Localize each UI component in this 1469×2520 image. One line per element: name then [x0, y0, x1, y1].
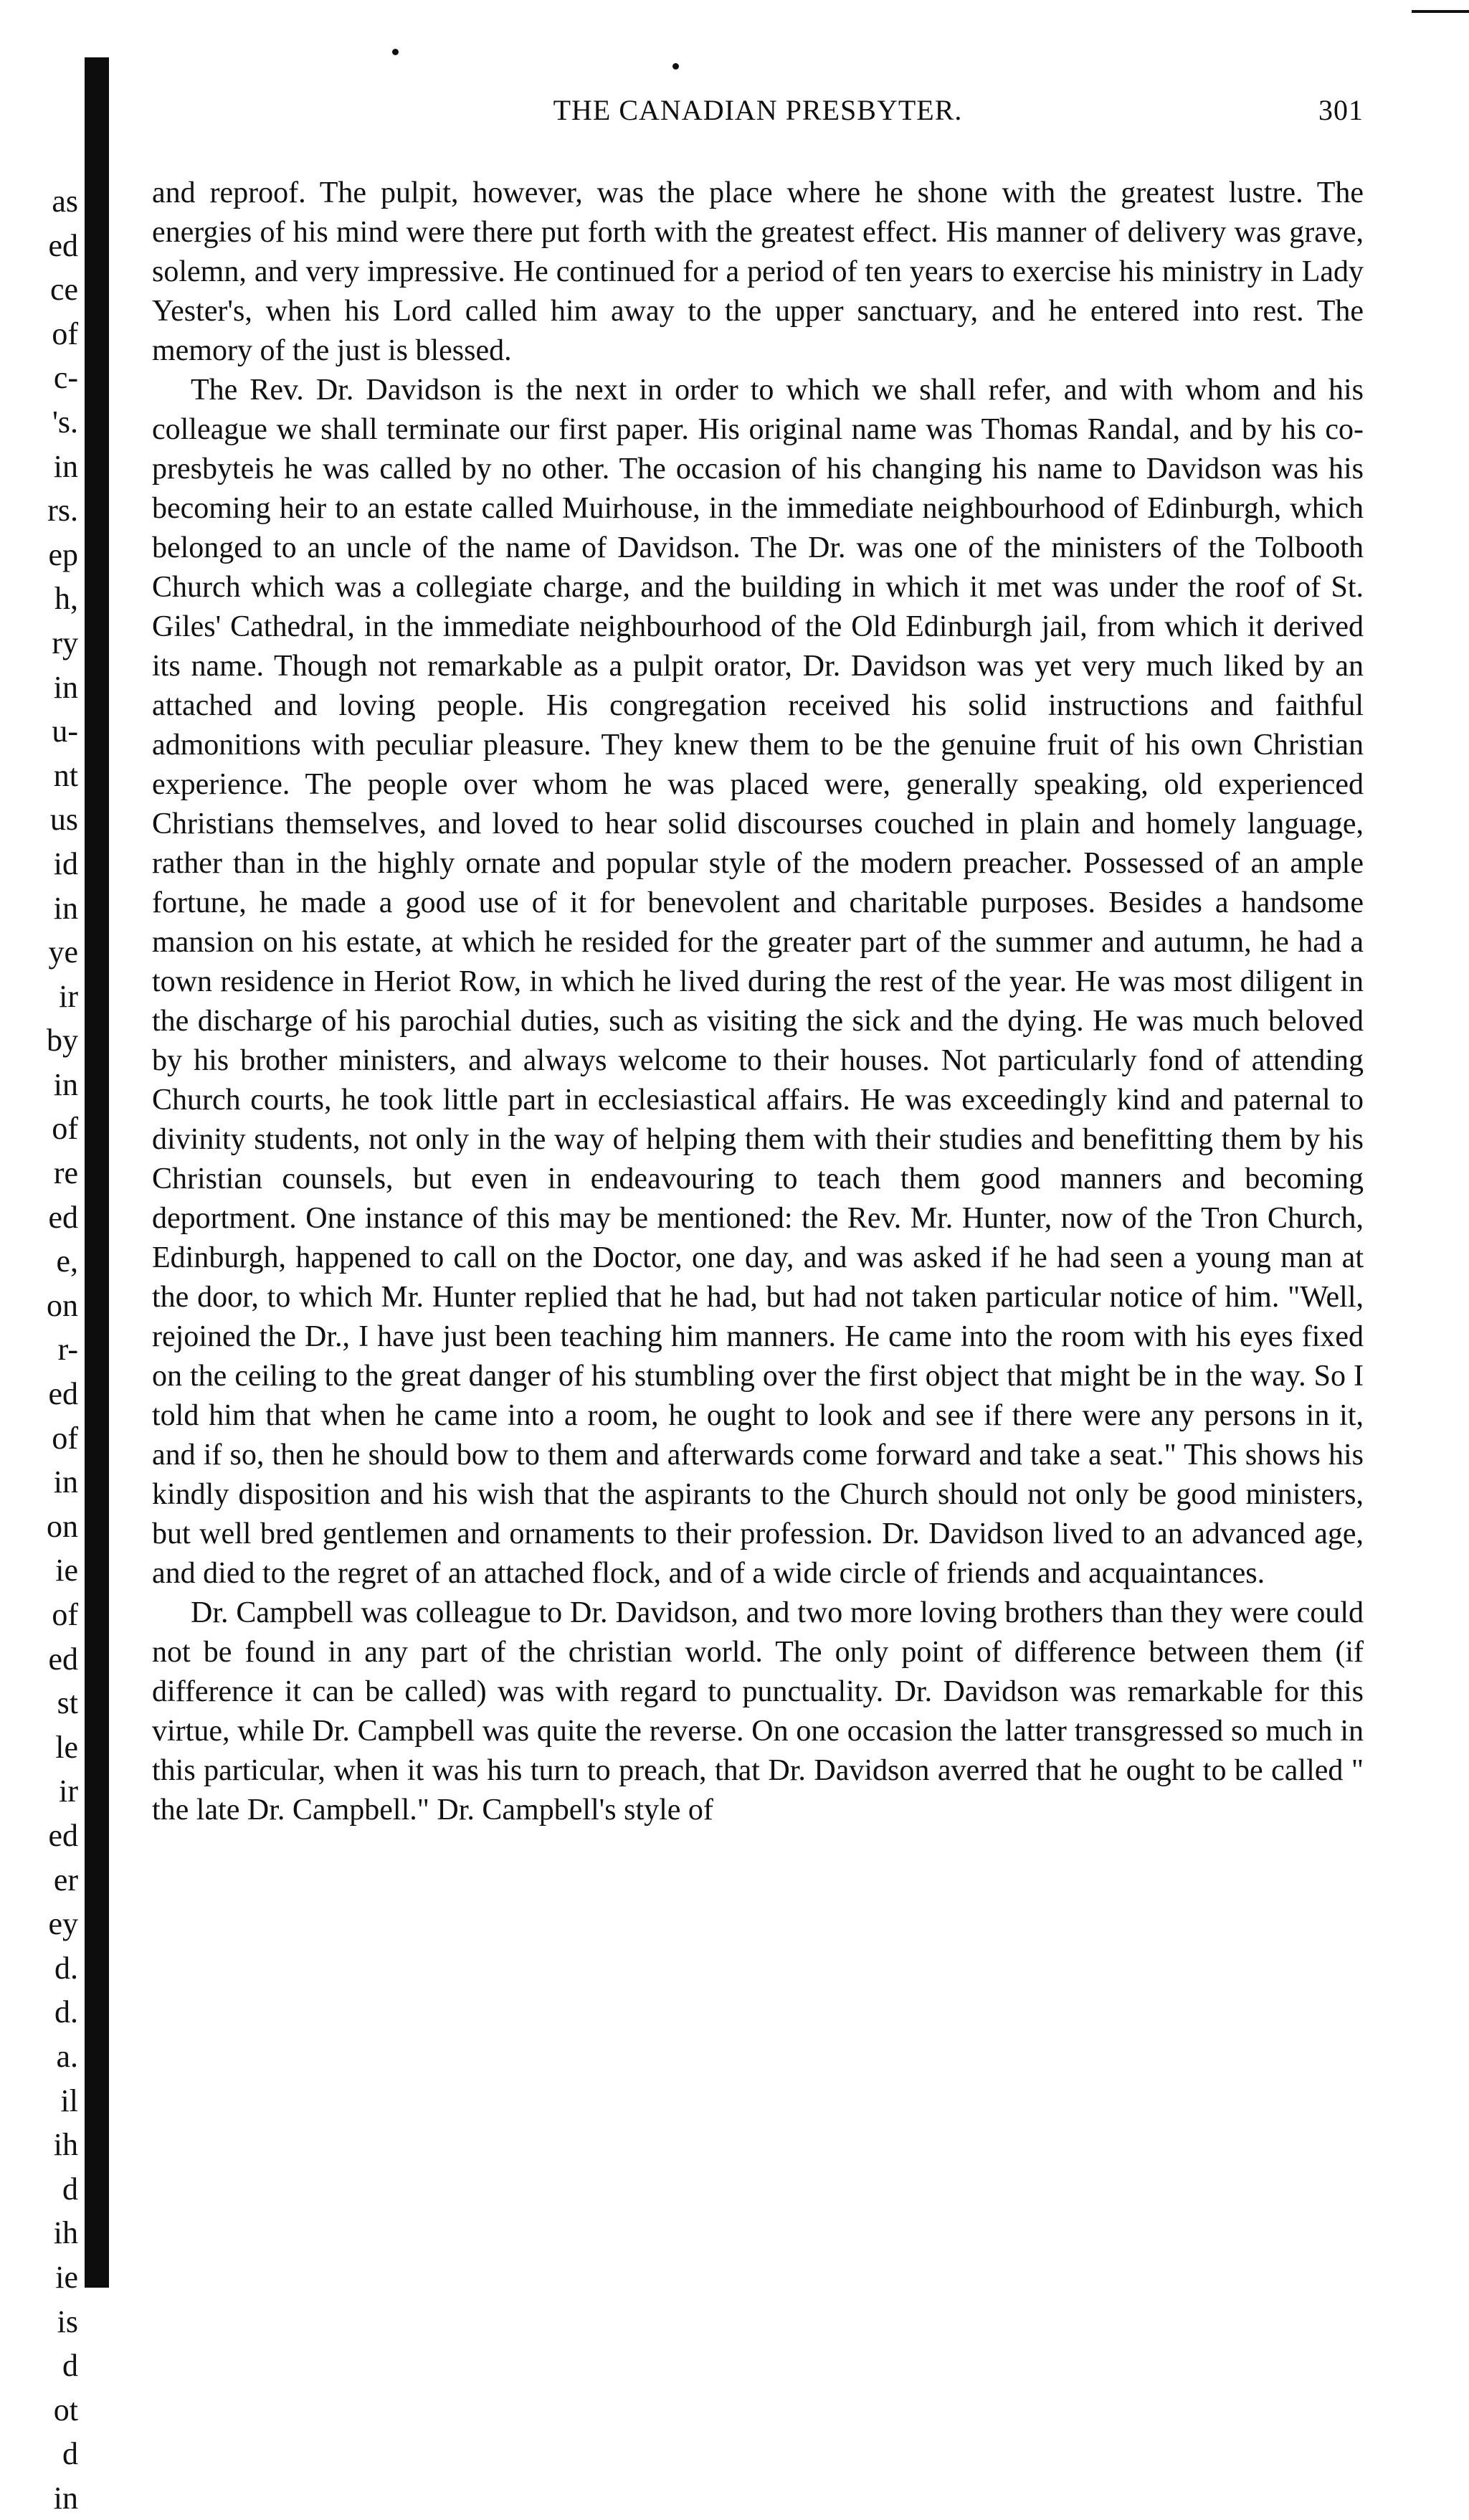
page-number: 301 — [1318, 94, 1364, 126]
binding-gutter — [85, 57, 109, 2288]
margin-fragment: ih — [53, 2215, 78, 2251]
paragraph: Dr. Campbell was colleague to Dr. Davidson, and two more loving brothers than they were could not be found in any part of the christian world. The only point of difference between them (if difference it can be called) was with regard to punctuality. Dr. Davidson was remarkable for this virtue, while Dr. Campbell was quite the reverse. On one occasion the latter transgressed so much in this particular, when it was his turn to preach, that Dr. Davidson averred that he ought to be called " the late Dr. Campbell." Dr. Campbell's style of — [152, 1596, 1364, 1827]
margin-fragment: d. — [54, 1950, 78, 1986]
margin-fragment: ir — [59, 1773, 78, 1809]
margin-fragment: c- — [53, 360, 78, 396]
margin-fragment: us — [49, 802, 78, 838]
paragraph: and reproof. The pulpit, however, was the place where he shone with the greatest lustre. The energies of his mind were there put forth with the greatest effect. His manner of delivery was grave, solemn, and very impressive. He continued for a period of ten years to exercise his ministry in Lady Yester's, when his Lord called him away to the upper sanctuary, and he entered into rest. The memory of the just is blessed. — [152, 176, 1364, 367]
margin-fragment: ie — [55, 2259, 78, 2295]
margin-fragment: ed — [48, 1376, 78, 1412]
margin-fragment: of — [52, 1111, 78, 1147]
margin-fragment: rs. — [47, 493, 78, 529]
margin-fragment: in — [53, 448, 78, 484]
margin-fragment: a. — [56, 2038, 78, 2074]
margin-fragment: by — [47, 1023, 78, 1058]
margin-fragment: ed — [48, 227, 78, 263]
margin-fragment: r- — [57, 1332, 78, 1368]
margin-fragment: er — [53, 1862, 78, 1898]
margin-fragment: ry — [52, 625, 78, 660]
margin-fragment: in — [53, 1066, 78, 1102]
margin-fragment: d. — [54, 1994, 78, 2030]
margin-fragment: of — [52, 1597, 78, 1632]
margin-fragment: in — [53, 1464, 78, 1500]
margin-fragment: ir — [59, 978, 78, 1014]
running-head-title: THE CANADIAN PRESBYTER. — [553, 94, 963, 126]
top-rule — [1412, 10, 1469, 13]
article-body — [152, 174, 1364, 1830]
margin-fragment: ie — [55, 1553, 78, 1588]
margin-fragment: id — [53, 845, 78, 881]
page-content — [152, 93, 1364, 1830]
margin-fragment: ed — [48, 1199, 78, 1235]
margin-fragment: e, — [56, 1244, 78, 1279]
paragraph: The Rev. Dr. Davidson is the next in order to which we shall refer, and with whom and his colleague we shall terminate our first paper. His original name was Thomas Randal, and by his co-presbyteis he was called by no other. The occasion of his changing his name to Davidson was his becoming heir to an estate called Muirhouse, in the immediate neighbourhood of Edinburgh, which belonged to an uncle of the name of Davidson. The Dr. was one of the ministers of the Tolbooth Church which was a collegiate charge, and the building in which it met was under the roof of St. Giles' Cathedral, in the immediate neighbourhood of the Old Edinburgh jail, from which it derived its name. Though not remarkable as a pulpit orator, Dr. Davidson was yet very much liked by an attached and loving people. His congregation received his solid instructions and faithful admonitions with peculiar pleasure. They knew them to be the genuine fruit of his own Christian experience. The people over whom he was placed were, generally speaking, old experienced Christians themselves, and loved to hear solid discourses couched in plain and homely language, rather than in the highly ornate and popular style of the modern preacher. Possessed of an ample fortune, he made a good use of it for benevolent and charitable purposes. Besides a handsome mansion on his estate, at which he resided for the greater part of the summer and autumn, he had a town residence in Heriot Row, in which he lived during the rest of the year. He was most diligent in the discharge of his parochial duties, such as visiting the sick and the dying. He was much beloved by his brother ministers, and always welcome to their houses. Not particularly fond of attending Church courts, he took little part in ecclesiastical affairs. He was exceedingly kind and paternal to divinity students, not only in the way of helping them with their studies and benefitting them by his Christian counsels, but even in endeavouring to teach them good manners and becoming deportment. One instance of this may be mentioned: the Rev. Mr. Hunter, now of the Tron Church, Edinburgh, happened to call on the Doctor, one day, and was asked if he had seen a young man at the door, to which Mr. Hunter replied that he had, but had not taken particular notice of him. "Well, rejoined the Dr., I have just been teaching him manners. He came into the room with his eyes fixed on the ceiling to the great danger of his stumbling over the first object that might be in the way. So I told him that when he came into a room, he ought to look and see if there were any persons in it, and if so, then he should bow to them and afterwards come forward and take a seat." This shows his kindly disposition and his wish that the aspirants to the Church should not only be good ministers, but well bred gentlemen and ornaments to their profession. Dr. Davidson lived to an advanced age, and died to the regret of an attached flock, and of a wide circle of friends and acquaintances. — [152, 374, 1364, 1590]
margin-fragment: ep — [48, 536, 78, 572]
margin-fragment: 's. — [52, 404, 78, 440]
margin-fragment: ey — [48, 1906, 78, 1942]
margin-fragment: re — [53, 1155, 78, 1191]
margin-fragment: on — [47, 1287, 78, 1323]
opposite-page-fragments — [0, 179, 82, 2520]
margin-fragment: ed — [48, 1817, 78, 1853]
margin-fragment: d — [62, 2171, 78, 2207]
margin-fragment: il — [60, 2083, 78, 2118]
margin-fragment: ih — [53, 2127, 78, 2163]
margin-fragment: d — [62, 2436, 78, 2472]
margin-fragment: h, — [54, 581, 78, 617]
margin-fragment: st — [57, 1685, 78, 1721]
margin-fragment: le — [55, 1729, 78, 1765]
margin-fragment: in — [53, 2480, 78, 2516]
margin-fragment: d — [62, 2348, 78, 2384]
margin-fragment: ed — [48, 1641, 78, 1677]
margin-fragment: ye — [48, 934, 78, 970]
margin-fragment: in — [53, 669, 78, 705]
margin-fragment: is — [57, 2303, 78, 2339]
running-head — [152, 93, 1364, 136]
margin-fragment: in — [53, 890, 78, 926]
margin-fragment: of — [52, 316, 78, 351]
ink-speck — [672, 63, 679, 70]
margin-fragment: on — [47, 1508, 78, 1544]
margin-fragment: of — [52, 1420, 78, 1456]
margin-fragment: nt — [53, 757, 78, 793]
margin-fragment: ce — [49, 272, 78, 308]
margin-fragment: as — [52, 184, 78, 219]
margin-fragment: u- — [52, 714, 78, 749]
margin-fragment: ot — [53, 2392, 78, 2427]
ink-speck — [392, 49, 399, 55]
